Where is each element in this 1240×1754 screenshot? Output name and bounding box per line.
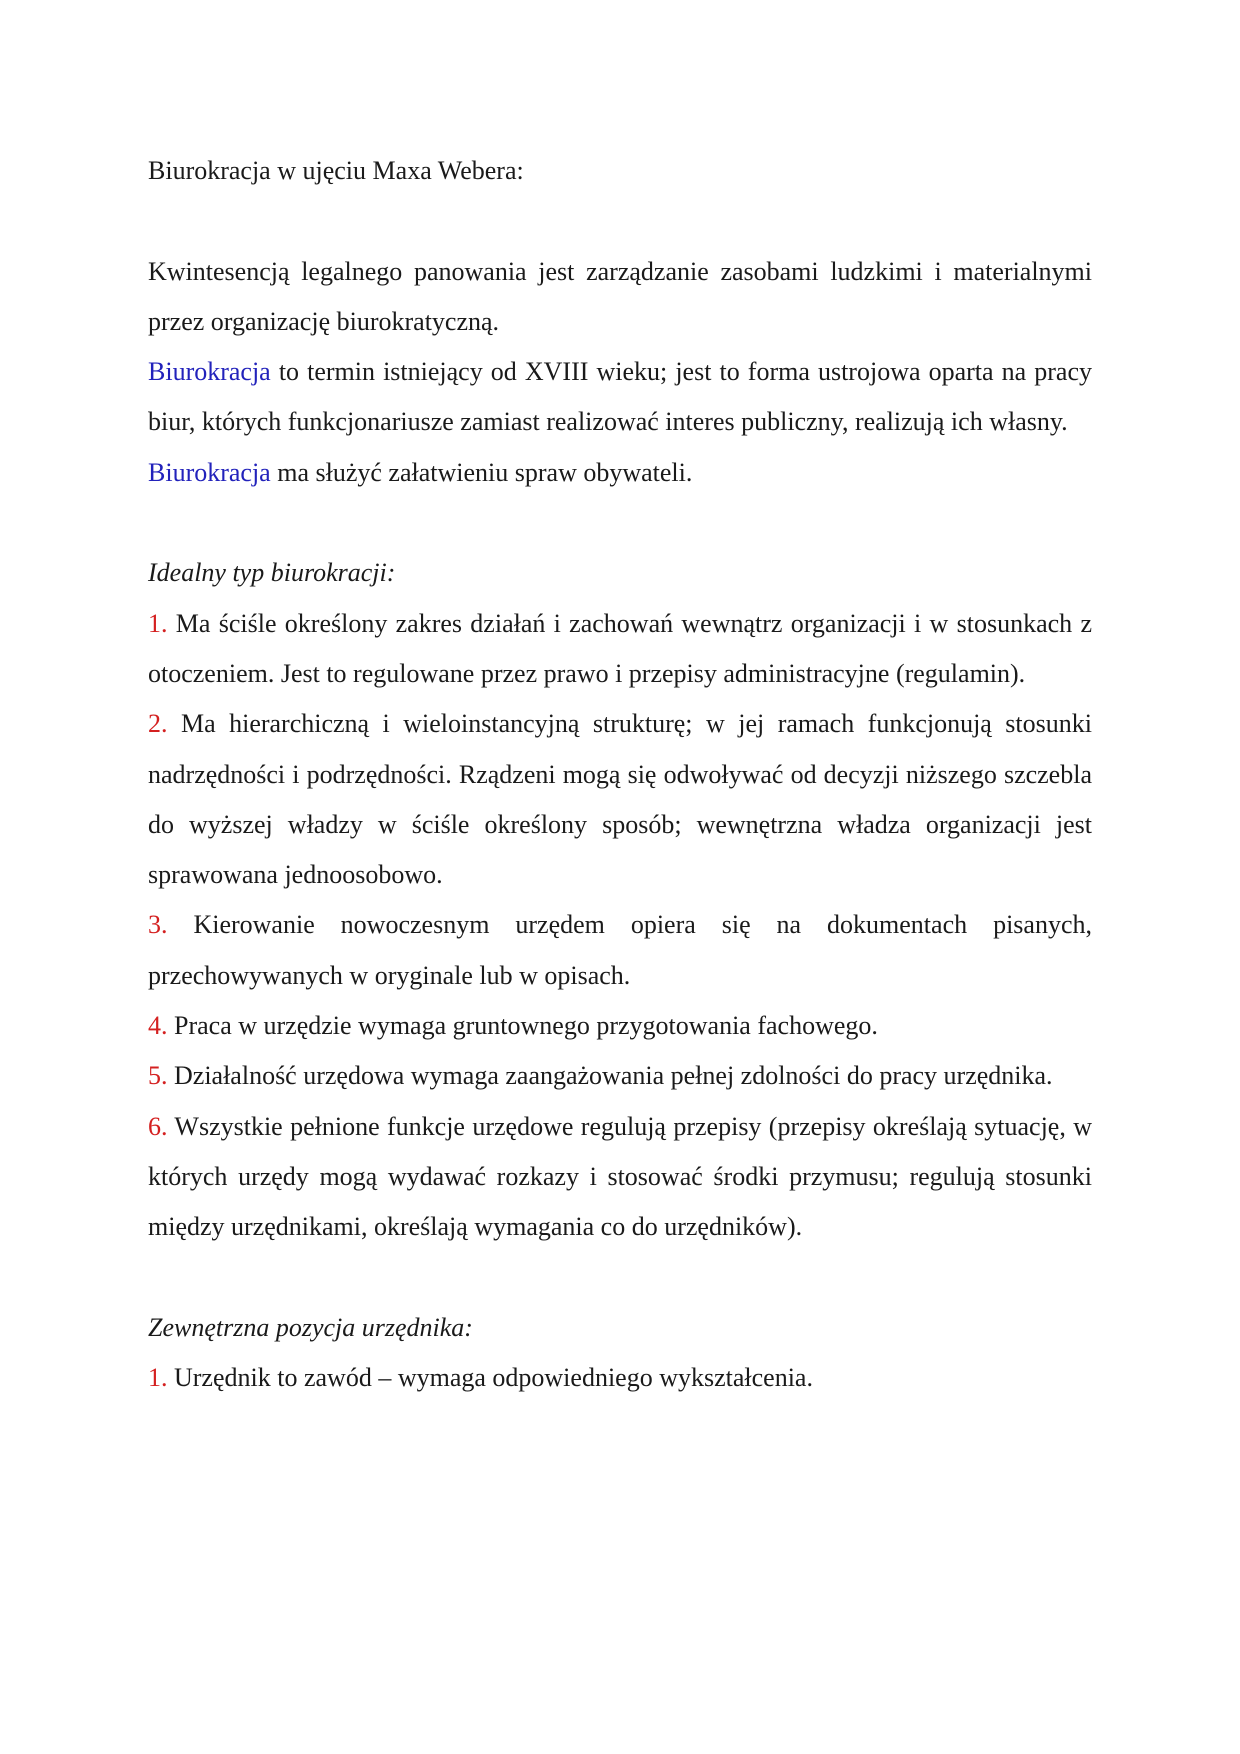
term-biurokracja: Biurokracja: [148, 357, 271, 387]
list-item: [148, 1001, 1092, 1051]
list-item-text: Praca w urzędzie wymaga gruntownego przygotowania fachowego.: [167, 1011, 878, 1041]
intro-paragraph-1: Kwintesencją legalnego panowania jest zarządzanie zasobami ludzkimi i materialnymi przez organizację biurokratyczną.: [148, 256, 1092, 336]
section-heading-external: Zewnętrzna pozycja urzędnika:: [148, 1312, 473, 1342]
list-item-text: Kierowanie nowoczesnym urzędem opiera się na dokumentach pisanych, przechowywanych w oryginale lub w opisach.: [148, 910, 1092, 990]
list-item: [148, 1051, 1092, 1101]
list-number: 5.: [148, 1061, 168, 1091]
document-title: Biurokracja w ujęciu Maxa Webera:: [148, 156, 524, 185]
list-number: 3.: [148, 910, 168, 940]
list-number: 6.: [148, 1111, 168, 1141]
list-item-text: Urzędnik to zawód – wymaga odpowiedniego wykształcenia.: [167, 1363, 813, 1393]
intro-paragraph-3-text: ma służyć załatwieniu spraw obywateli.: [270, 457, 693, 487]
list-item-text: Ma hierarchiczną i wieloinstancyjną strukturę; w jej ramach funkcjonują stosunki nadrzędności i podrzędności. Rządzeni mogą się odwoływać od decyzji niższego szczebla do wyższej władzy w ściśle określony sposób; wewnętrzna władza organizacji jest sprawowana jednoosobowo.: [148, 709, 1092, 890]
intro-paragraph-3: [148, 448, 1092, 498]
list-item: [148, 599, 1092, 700]
spacer: [148, 498, 1092, 548]
term-biurokracja: Biurokracja: [148, 457, 271, 487]
list-number: 4.: [148, 1011, 168, 1041]
list-item: [148, 699, 1092, 900]
list-item: [148, 1353, 1092, 1403]
list-item-text: Wszystkie pełnione funkcje urzędowe regulują przepisy (przepisy określają sytuację, w których urzędy mogą wydawać rozkazy i stosować środki przymusu; regulują stosunki między urzędnikami, określają wymagania co do urzędników).: [148, 1111, 1092, 1242]
intro-paragraph-2: [148, 347, 1092, 448]
spacer: [148, 1253, 1092, 1303]
list-item-text: Ma ściśle określony zakres działań i zachowań wewnątrz organizacji i w stosunkach z otoczeniem. Jest to regulowane przez prawo i przepisy administracyjne (regulamin).: [148, 608, 1092, 688]
list-number: 1.: [148, 608, 168, 638]
spacer: [148, 196, 1092, 246]
list-item-text: Działalność urzędowa wymaga zaangażowania pełnej zdolności do pracy urzędnika.: [167, 1061, 1053, 1091]
document-body: [148, 146, 1092, 1403]
list-number: 2.: [148, 709, 168, 739]
list-item: [148, 1102, 1092, 1253]
intro-paragraph-2-text: to termin istniejący od XVIII wieku; jest to forma ustrojowa oparta na pracy biur, których funkcjonariusze zamiast realizować interes publiczny, realizują ich własny.: [148, 357, 1092, 437]
list-number: 1.: [148, 1363, 168, 1393]
list-item: [148, 900, 1092, 1001]
section-heading-ideal: Idealny typ biurokracji:: [148, 558, 396, 588]
